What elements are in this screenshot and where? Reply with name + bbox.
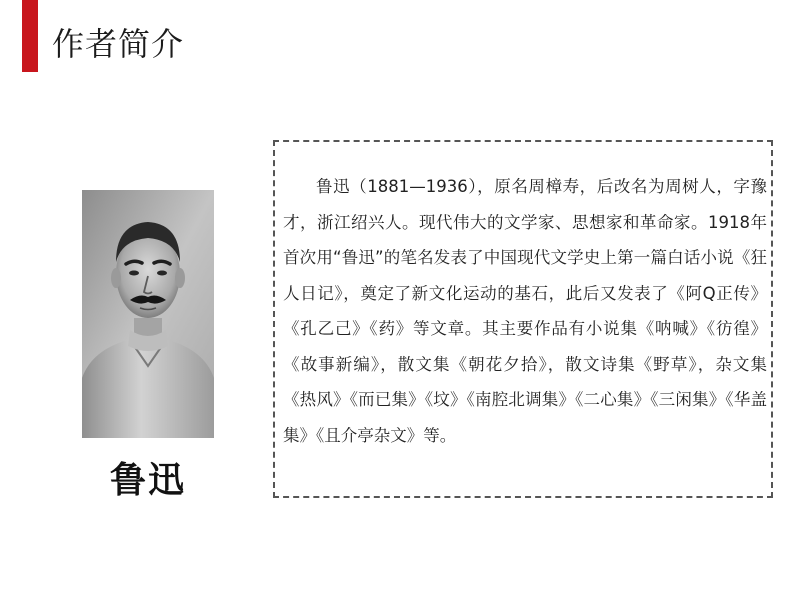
author-portrait [82, 190, 214, 438]
slide-title: 作者简介 [52, 25, 185, 63]
author-name: 鲁迅 [109, 460, 186, 501]
title-accent-bar [22, 0, 38, 72]
portrait-photo-icon [82, 190, 214, 438]
author-bio-box [273, 140, 773, 498]
author-bio-text: 鲁迅（1881—1936），原名周樟寿，后改名为周树人，字豫才，浙江绍兴人。现代伟大的文学家、思想家和革命家。1918年首次用“鲁迅”的笔名发表了中国现代文学史上第一篇白话小说《狂人日记》，奠定了新文化运动的基石，此后又发表了《阿Q正传》《孔乙己》《药》等文章。其主要作品有小说集《呐喊》《彷徨》《故事新编》，散文集《朝花夕拾》，散文诗集《野草》，杂文集《热风》《而已集》《坟》《南腔北调集》《二心集》《三闲集》《华盖集》《且介亭杂文》等。 [283, 177, 767, 445]
